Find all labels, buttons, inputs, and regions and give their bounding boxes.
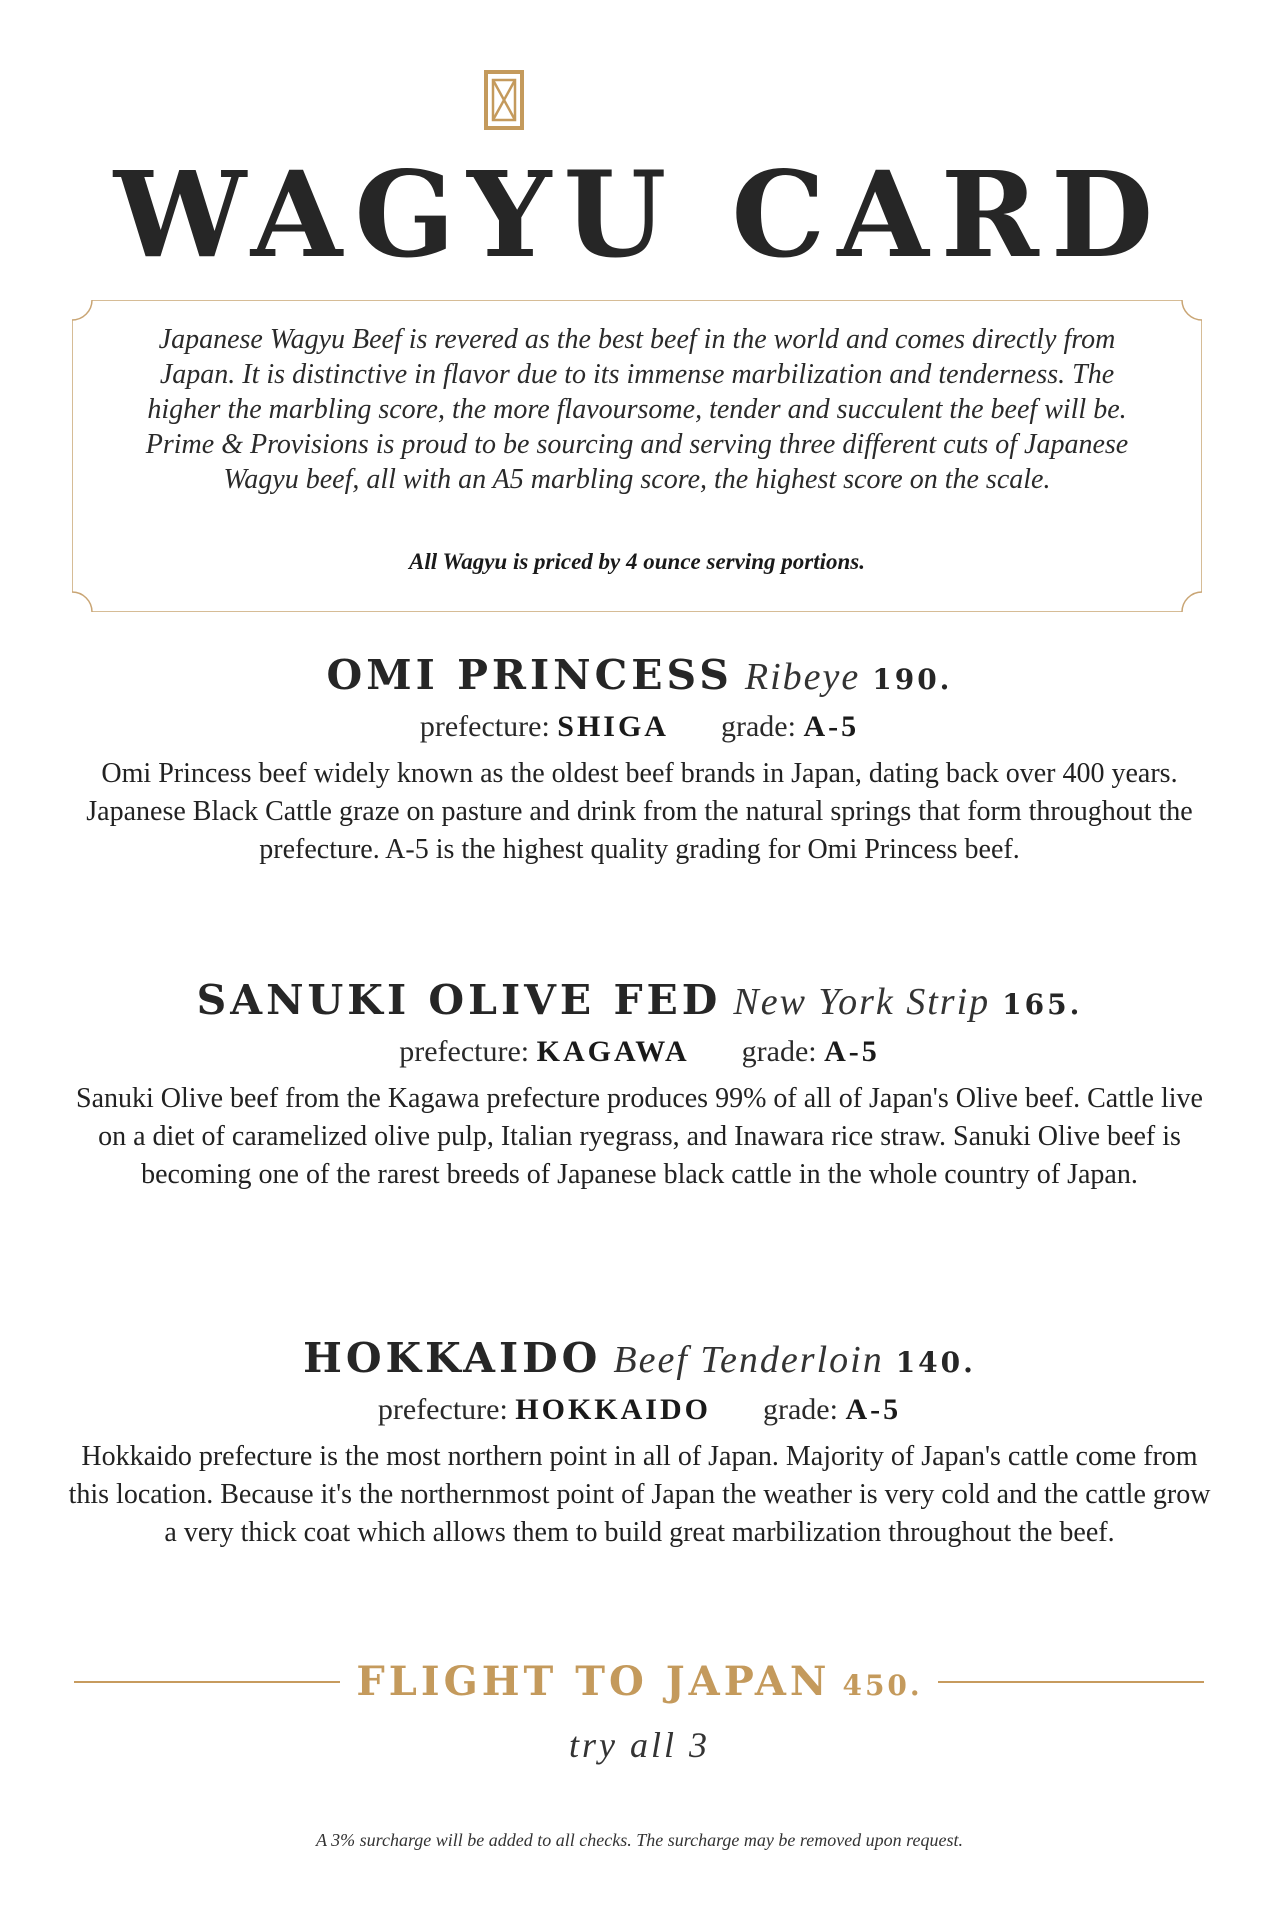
item-cut: New York Strip: [733, 981, 991, 1023]
item-heading: [0, 1330, 1279, 1386]
item-name: SANUKI OLIVE FED: [196, 976, 722, 1024]
item-name: OMI PRINCESS: [326, 651, 733, 699]
menu-item-hokkaido: [0, 1330, 1279, 1552]
menu-item-omi-princess: [0, 647, 1279, 869]
flight-price: 450.: [842, 1669, 923, 1702]
grade-value: A-5: [845, 1393, 902, 1426]
wagyu-box-logo-icon: [484, 70, 524, 130]
prefecture-value: SHIGA: [557, 710, 669, 743]
grade-label: grade:: [741, 1035, 817, 1068]
flight-name: FLIGHT TO JAPAN: [356, 1658, 831, 1705]
prefecture-label: prefecture:: [399, 1035, 530, 1068]
item-name: HOKKAIDO: [303, 1334, 602, 1382]
intro-paragraph: Japanese Wagyu Beef is revered as the best beef in the world and comes directly from Japan. It is distinctive in flavor due to its immense marbilization and tenderness. The higher the marbling score, the more flavoursome, tender and succulent the beef will be. Prime & Provisions is proud to be sourcing and serving three different cuts of Japanese Wagyu beef, all with an A5 marbling score, the highest score on the scale.: [145, 324, 1129, 495]
item-meta: [0, 1388, 1279, 1432]
item-meta: [0, 705, 1279, 749]
prefecture-label: prefecture:: [377, 1393, 508, 1426]
prefecture-value: HOKKAIDO: [515, 1393, 711, 1426]
flight-section: [0, 1652, 1279, 1712]
flight-heading: [0, 1652, 1279, 1721]
item-cut: Ribeye: [744, 656, 861, 698]
prefecture-label: prefecture:: [419, 710, 550, 743]
grade-value: A-5: [803, 710, 860, 743]
item-heading: [0, 647, 1279, 703]
grade-label: grade:: [762, 1393, 838, 1426]
menu-item-sanuki-olive-fed: [0, 972, 1279, 1194]
item-heading: [0, 972, 1279, 1028]
prefecture-value: KAGAWA: [536, 1035, 690, 1068]
item-cut: Beef Tenderloin: [613, 1339, 884, 1381]
page-title: WAGYU CARD: [113, 145, 1166, 284]
item-description: Sanuki Olive beef from the Kagawa prefecture produces 99% of all of Japan's Olive beef. Cattle live on a diet of caramelized olive pulp, Italian ryegrass, and Inawara rice straw. Sanuki Olive beef is becoming one of the rarest breeds of Japanese black cattle in the whole country of Japan.: [76, 1083, 1203, 1190]
item-price: 140.: [895, 1346, 976, 1379]
flight-subtitle: try all 3: [569, 1725, 710, 1765]
item-price: 165.: [1002, 988, 1083, 1021]
item-meta: [0, 1030, 1279, 1074]
item-price: 190.: [872, 663, 953, 696]
item-description: Hokkaido prefecture is the most northern point in all of Japan. Majority of Japan's cattle come from this location. Because it's the northernmost point of Japan the weather is very cold and the cattle grow a very thick coat which allows them to build great marbilization throughout the beef.: [68, 1441, 1211, 1548]
intro-box: [72, 300, 1202, 612]
surcharge-note: A 3% surcharge will be added to all checks. The surcharge may be removed upon request.: [315, 1830, 964, 1850]
pricing-note: All Wagyu is priced by 4 ounce serving portions.: [409, 549, 865, 574]
item-description: Omi Princess beef widely known as the oldest beef brands in Japan, dating back over 400 years. Japanese Black Cattle graze on pasture and drink from the natural springs that form throughout the prefecture. A-5 is the highest quality grading for Omi Princess beef.: [86, 758, 1193, 865]
grade-value: A-5: [824, 1035, 880, 1068]
grade-label: grade:: [720, 710, 796, 743]
